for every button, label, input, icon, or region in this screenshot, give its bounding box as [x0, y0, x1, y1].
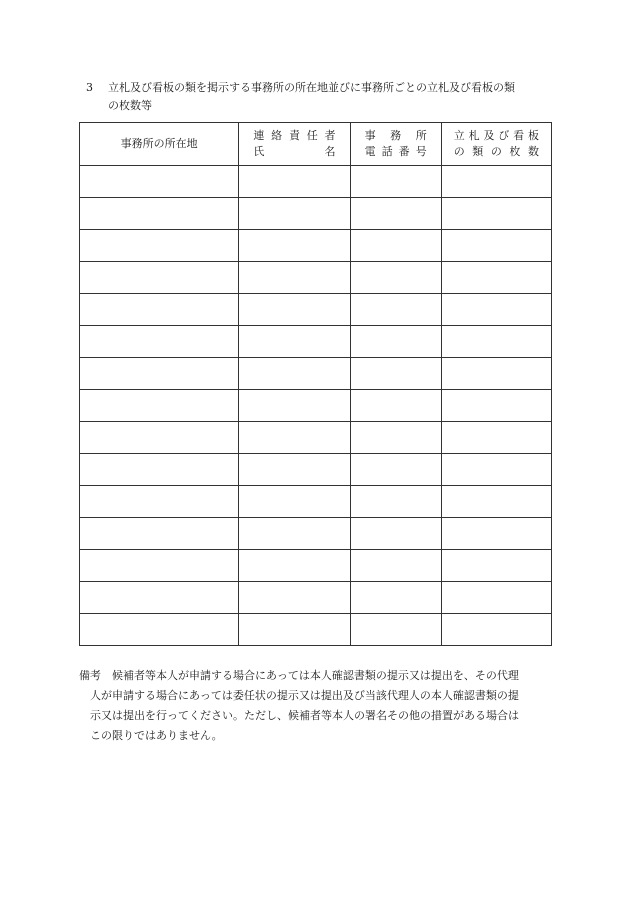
- header-count-line-1: 立札及び看板: [453, 129, 539, 142]
- cell-office-phone[interactable]: [350, 550, 441, 582]
- section-number: 3: [86, 81, 93, 94]
- cell-contact-person[interactable]: [239, 550, 350, 582]
- table-header-row: [80, 123, 552, 166]
- cell-office-location[interactable]: [80, 326, 239, 358]
- table-row: [80, 230, 552, 262]
- header-count-line-2: の類の枚数: [453, 145, 539, 158]
- cell-signboard-count[interactable]: [441, 294, 551, 326]
- cell-office-phone[interactable]: [350, 166, 441, 198]
- cell-office-phone[interactable]: [350, 198, 441, 230]
- cell-office-location[interactable]: [80, 166, 239, 198]
- table-row: [80, 198, 552, 230]
- cell-signboard-count[interactable]: [441, 550, 551, 582]
- cell-signboard-count[interactable]: [441, 454, 551, 486]
- note-line-4: この限りではありません。: [90, 729, 223, 742]
- cell-contact-person[interactable]: [239, 390, 350, 422]
- header-contact-line-1: 連絡責任者: [253, 129, 336, 142]
- cell-office-location[interactable]: [80, 230, 239, 262]
- cell-signboard-count[interactable]: [441, 358, 551, 390]
- cell-contact-person[interactable]: [239, 262, 350, 294]
- cell-office-location[interactable]: [80, 262, 239, 294]
- cell-contact-person[interactable]: [239, 166, 350, 198]
- cell-office-phone[interactable]: [350, 262, 441, 294]
- cell-office-phone[interactable]: [350, 454, 441, 486]
- office-signboard-table: [79, 122, 552, 646]
- table-row: [80, 486, 552, 518]
- heading-line-1: [86, 79, 556, 97]
- cell-signboard-count[interactable]: [441, 230, 551, 262]
- table-row: [80, 262, 552, 294]
- cell-contact-person[interactable]: [239, 198, 350, 230]
- cell-office-location[interactable]: [80, 550, 239, 582]
- cell-office-location[interactable]: [80, 198, 239, 230]
- header-contact-person: [239, 123, 350, 166]
- cell-contact-person[interactable]: [239, 614, 350, 646]
- cell-contact-person[interactable]: [239, 422, 350, 454]
- cell-signboard-count[interactable]: [441, 262, 551, 294]
- table-row: [80, 550, 552, 582]
- cell-office-location[interactable]: [80, 454, 239, 486]
- header-phone-line-1: 事 務 所: [364, 129, 427, 142]
- table-row: [80, 166, 552, 198]
- header-office-location: 事務所の所在地: [80, 123, 239, 166]
- cell-contact-person[interactable]: [239, 294, 350, 326]
- table-row: [80, 326, 552, 358]
- header-contact-line-2: 氏 名: [253, 145, 336, 158]
- cell-signboard-count[interactable]: [441, 614, 551, 646]
- cell-office-location[interactable]: [80, 390, 239, 422]
- note-line-3: 示又は提出を行ってください。ただし、候補者等本人の署名その他の措置がある場合は: [90, 709, 519, 722]
- note-line-2: 人が申請する場合にあっては委任状の提示又は提出及び当該代理人の本人確認書類の提: [90, 689, 519, 702]
- cell-signboard-count[interactable]: [441, 198, 551, 230]
- cell-contact-person[interactable]: [239, 582, 350, 614]
- cell-contact-person[interactable]: [239, 454, 350, 486]
- table-body: [80, 166, 552, 646]
- table-row: [80, 518, 552, 550]
- cell-signboard-count[interactable]: [441, 518, 551, 550]
- cell-office-phone[interactable]: [350, 518, 441, 550]
- cell-office-location[interactable]: [80, 614, 239, 646]
- cell-office-location[interactable]: [80, 294, 239, 326]
- cell-contact-person[interactable]: [239, 518, 350, 550]
- header-signboard-count: [441, 123, 551, 166]
- cell-signboard-count[interactable]: [441, 422, 551, 454]
- table-row: [80, 454, 552, 486]
- cell-office-phone[interactable]: [350, 390, 441, 422]
- cell-signboard-count[interactable]: [441, 326, 551, 358]
- cell-office-phone[interactable]: [350, 614, 441, 646]
- cell-office-phone[interactable]: [350, 422, 441, 454]
- cell-office-phone[interactable]: [350, 358, 441, 390]
- note-label: 備考: [79, 669, 101, 682]
- cell-contact-person[interactable]: [239, 486, 350, 518]
- remarks-note: [79, 666, 554, 746]
- table-row: [80, 294, 552, 326]
- header-office-phone: [350, 123, 441, 166]
- table-row: [80, 358, 552, 390]
- cell-signboard-count[interactable]: [441, 390, 551, 422]
- cell-office-phone[interactable]: [350, 294, 441, 326]
- note-text-1: 候補者等本人が申請する場合にあっては本人確認書類の提示又は提出を、その代理: [112, 669, 519, 682]
- cell-office-location[interactable]: [80, 358, 239, 390]
- note-line-1: [79, 666, 554, 686]
- table-row: [80, 390, 552, 422]
- heading-text-1: 立札及び看板の類を掲示する事務所の所在地並びに事務所ごとの立札及び看板の類: [108, 81, 515, 94]
- cell-office-location[interactable]: [80, 422, 239, 454]
- cell-office-location[interactable]: [80, 582, 239, 614]
- cell-contact-person[interactable]: [239, 326, 350, 358]
- header-phone-line-2: 電話番号: [364, 145, 427, 158]
- table-row: [80, 422, 552, 454]
- cell-office-phone[interactable]: [350, 326, 441, 358]
- cell-contact-person[interactable]: [239, 358, 350, 390]
- cell-signboard-count[interactable]: [441, 582, 551, 614]
- cell-office-phone[interactable]: [350, 230, 441, 262]
- table-row: [80, 582, 552, 614]
- cell-office-phone[interactable]: [350, 582, 441, 614]
- cell-office-location[interactable]: [80, 486, 239, 518]
- cell-contact-person[interactable]: [239, 230, 350, 262]
- cell-signboard-count[interactable]: [441, 166, 551, 198]
- table-row: [80, 614, 552, 646]
- cell-office-location[interactable]: [80, 518, 239, 550]
- section-heading: [86, 79, 556, 115]
- cell-office-phone[interactable]: [350, 486, 441, 518]
- heading-line-2: の枚数等: [108, 99, 152, 112]
- cell-signboard-count[interactable]: [441, 486, 551, 518]
